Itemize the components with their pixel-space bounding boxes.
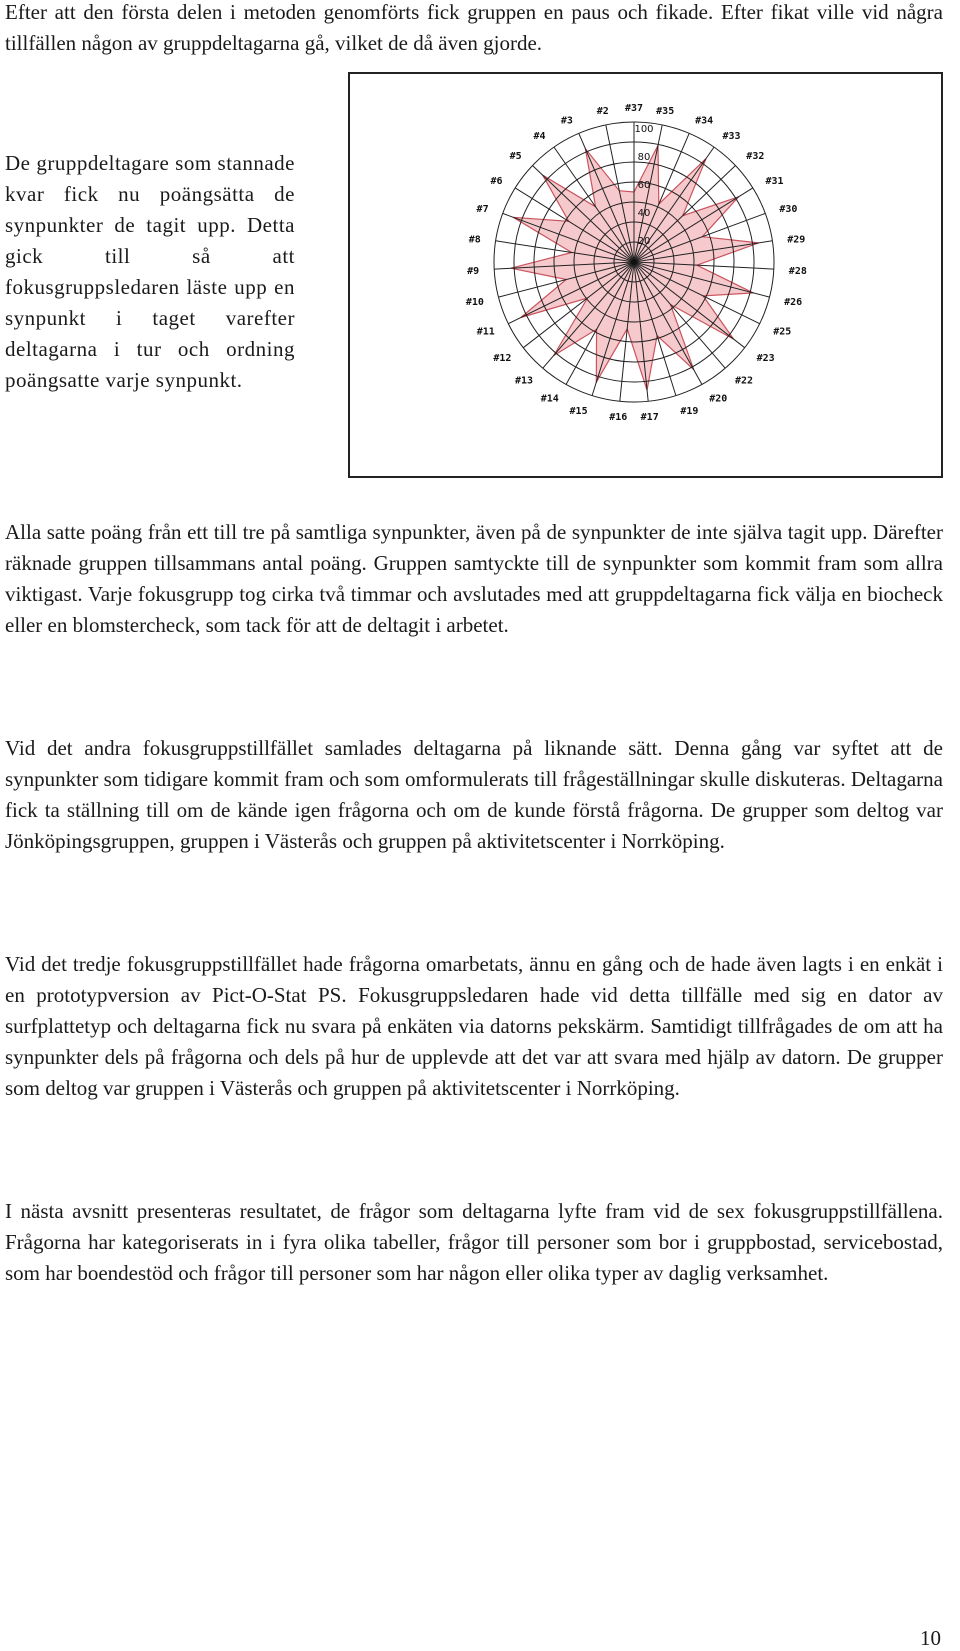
paragraph-scoring: De gruppdeltagare som stannade kvar fick nu poängsätta de synpunkter de tagit upp. Detta gick till så att fokusgruppsledaren läste upp en synpunkt i taget varefter deltagarna i tur och ordning poängsatte varje synpunkt. (5, 151, 295, 392)
radar-category-label: #23 (756, 352, 775, 364)
page-number: 10 (920, 1626, 941, 1650)
radar-category-label: #37 (624, 103, 644, 114)
radar-category-label: #28 (788, 265, 807, 277)
radar-category-label: #15 (569, 405, 588, 417)
radar-ring-label: 100 (634, 124, 654, 135)
paragraph-points: Alla satte poäng från ett till tre på samtliga synpunkter, även på de synpunkter de inte själva tagit upp. Därefter räknade gruppen tillsammans antal poäng. Gruppen samtyckte till de synpunkter som kommit fram som allra viktigast. Varje fokusgrupp tog cirka två timmar och avslutades med att gruppdeltagarna fick välja en biocheck eller en blomstercheck, som tack för att de deltagit i arbetet. (5, 520, 943, 637)
radar-category-label: #6 (490, 176, 503, 187)
radar-category-label: #34 (695, 115, 714, 127)
radar-category-label: #8 (468, 234, 481, 246)
paragraph-intro: Efter att den första delen i metoden genomförts fick gruppen en paus och fikade. Efter fikat ville vid några tillfällen någon av gruppdeltagarna gå, vilket de då även gjorde. (5, 0, 943, 55)
radar-ring-label: 40 (637, 208, 651, 219)
radar-category-label: #20 (709, 393, 728, 405)
paragraph-third-session: Vid det tredje fokusgruppstillfället hade frågorna omarbetats, ännu en gång och de hade även lagts i en enkät i en prototypversion av Pict-O-Stat PS. Fokusgruppsledaren hade vid detta tillfälle med sig en dator av surfplattetyp och deltagarna fick nu svara på enkäten via datorns pekskärm. Samtidigt tillfrågades de om att ha synpunkter dels på frågorna och dels på hur de upplevde att det var att svara med hjälp av datorn. De grupper som deltog var gruppen i Västerås och gruppen på aktivitetscenter i Norrköping. (5, 952, 943, 1100)
radar-chart (350, 74, 941, 476)
radar-category-label: #12 (493, 352, 512, 364)
radar-category-label: #19 (680, 405, 699, 417)
radar-category-label: #30 (779, 204, 798, 216)
paragraph-second-session: Vid det andra fokusgruppstillfället samlades deltagarna på liknande sätt. Denna gång var syftet att de synpunkter som tidigare kommit fram och som omformulerats till frågeställningar skulle diskuteras. Deltagarna fick ta ställning till om de kände igen frågorna och om de kunde förstå frågorna. De grupper som deltog var Jönköpingsgruppen, gruppen i Västerås och gruppen på aktivitetscenter i Norrköping. (5, 736, 943, 853)
radar-category-label: #17 (640, 412, 659, 424)
radar-category-label: #4 (533, 130, 546, 142)
radar-category-label: #16 (609, 412, 628, 424)
radar-category-label: #3 (560, 115, 573, 127)
radar-category-label: #10 (465, 296, 484, 308)
radar-category-label: #9 (467, 265, 480, 277)
paragraph-next-section: I nästa avsnitt presenteras resultatet, de frågor som deltagarna lyfte fram vid de sex fokusgruppstillfällena. Frågorna har kategoriserats in i fyra olika tabeller, frågor till personer som bor i gruppbostad, servicebostad, som har boendestöd och frågor till personer som har någon eller olika typer av daglig verksamhet. (5, 1199, 943, 1285)
radar-category-label: #33 (722, 130, 741, 142)
radar-category-label: #29 (787, 234, 806, 246)
radar-category-label: #13 (514, 375, 533, 387)
radar-ring-label: 20 (637, 236, 651, 247)
radar-category-label: #14 (540, 393, 559, 405)
radar-category-label: #7 (476, 204, 489, 216)
radar-category-label: #2 (596, 106, 609, 118)
radar-ring-label: 80 (637, 152, 651, 163)
radar-category-label: #5 (509, 151, 522, 163)
radar-ring-label: 60 (637, 180, 651, 191)
radar-category-label: #31 (765, 176, 784, 187)
radar-category-label: #35 (656, 106, 675, 118)
radar-category-label: #11 (476, 326, 495, 338)
radar-category-label: #26 (784, 296, 803, 308)
radar-category-label: #25 (773, 326, 792, 338)
radar-center-dot (631, 259, 637, 265)
radar-category-label: #22 (735, 375, 754, 387)
radar-chart-figure (348, 72, 943, 478)
radar-category-label: #32 (746, 151, 765, 163)
